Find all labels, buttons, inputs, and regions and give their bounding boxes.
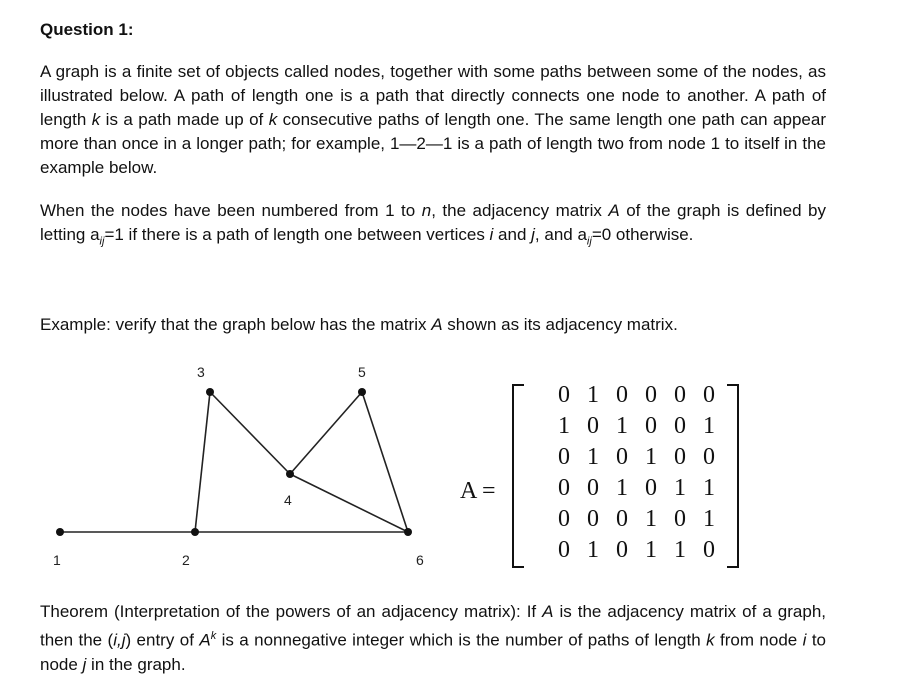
matrix-row: [558, 473, 732, 504]
matrix-cell: 1: [616, 413, 628, 439]
matrix-row: [558, 380, 732, 411]
matrix-cell: 0: [558, 444, 570, 470]
matrix-cell: 1: [587, 382, 599, 408]
node-3: [206, 388, 214, 396]
matrix-cell: 0: [674, 444, 686, 470]
graph-definition-paragraph: A graph is a finite set of objects called nodes, together with some paths between some of the nodes, as illustrated below. A path of length one is a path that directly connects one node to another. A path of length k is a path made up of k consecutive paths of length one. The same length one path can appear more than once in a longer path; for example, 1—2—1 is a path of length two from node 1 to itself in the example below.: [40, 62, 826, 177]
matrix-cell: 0: [587, 475, 599, 501]
matrix-cell: 0: [674, 506, 686, 532]
matrix-cell: 0: [674, 413, 686, 439]
node-label-3: 3: [197, 364, 205, 380]
matrix-cell: 0: [674, 382, 686, 408]
node-1: [56, 528, 64, 536]
matrix-cell: 0: [703, 444, 715, 470]
edge-2-3: [195, 392, 210, 532]
edge-5-6: [362, 392, 408, 532]
matrix-cell: 1: [645, 444, 657, 470]
matrix-cell: 1: [587, 444, 599, 470]
matrix-cell: 1: [674, 475, 686, 501]
node-label-1: 1: [53, 552, 61, 568]
matrix-grid: [558, 380, 732, 566]
matrix-cell: 0: [558, 475, 570, 501]
node-label-5: 5: [358, 364, 366, 380]
matrix-cell: 1: [645, 537, 657, 563]
matrix-cell: 0: [645, 382, 657, 408]
edge-3-4: [210, 392, 290, 474]
matrix-cell: 0: [616, 537, 628, 563]
example-graph: [40, 360, 440, 580]
node-label-6: 6: [416, 552, 424, 568]
adjacency-definition-paragraph: When the nodes have been numbered from 1 to n, the adjacency matrix A of the graph is defined by letting $a_{ij}=1$ if there is a path of length one between vertices i and j, and $a_{ij}=0$ otherwise.: [40, 201, 827, 248]
matrix-row: [558, 504, 732, 535]
matrix-cell: 0: [616, 506, 628, 532]
node-label-2: 2: [182, 552, 190, 568]
matrix-cell: 0: [703, 382, 715, 408]
matrix-row: [558, 411, 732, 442]
matrix-cell: 1: [645, 506, 657, 532]
matrix-cell: 0: [558, 537, 570, 563]
matrix-cell: 0: [587, 413, 599, 439]
edge-4-6: [290, 474, 408, 532]
matrix-cell: 1: [616, 475, 628, 501]
matrix-cell: 0: [587, 506, 599, 532]
matrix-cell: 0: [703, 537, 715, 563]
theorem-paragraph: Theorem (Interpretation of the powers of an adjacency matrix): If A is the adjacency matrix of a graph, then the (i,j) entry of $A^k$ is a nonnegative integer which is the number of paths of length k from node i to node j in the graph.: [40, 602, 827, 674]
example-paragraph: Example: verify that the graph below has the matrix A shown as its adjacency matrix.: [40, 315, 678, 334]
matrix-left-bracket: [512, 384, 524, 568]
matrix-cell: 1: [558, 413, 570, 439]
matrix-cell: 1: [587, 537, 599, 563]
node-5: [358, 388, 366, 396]
node-4: [286, 470, 294, 478]
matrix-right-bracket: [727, 384, 739, 568]
node-label-4: 4: [284, 492, 292, 508]
matrix-row: [558, 442, 732, 473]
matrix-cell: 0: [645, 413, 657, 439]
matrix-cell: 1: [703, 413, 715, 439]
matrix-cell: 0: [616, 382, 628, 408]
matrix-cell: 1: [703, 475, 715, 501]
matrix-label: A =: [460, 478, 496, 504]
matrix-cell: 0: [645, 475, 657, 501]
node-6: [404, 528, 412, 536]
node-2: [191, 528, 199, 536]
matrix-row: [558, 535, 732, 566]
matrix-cell: 1: [703, 506, 715, 532]
edge-4-5: [290, 392, 362, 474]
matrix-cell: 1: [674, 537, 686, 563]
question-heading: Question 1:: [40, 20, 134, 39]
matrix-cell: 0: [558, 382, 570, 408]
matrix-cell: 0: [616, 444, 628, 470]
matrix-cell: 0: [558, 506, 570, 532]
